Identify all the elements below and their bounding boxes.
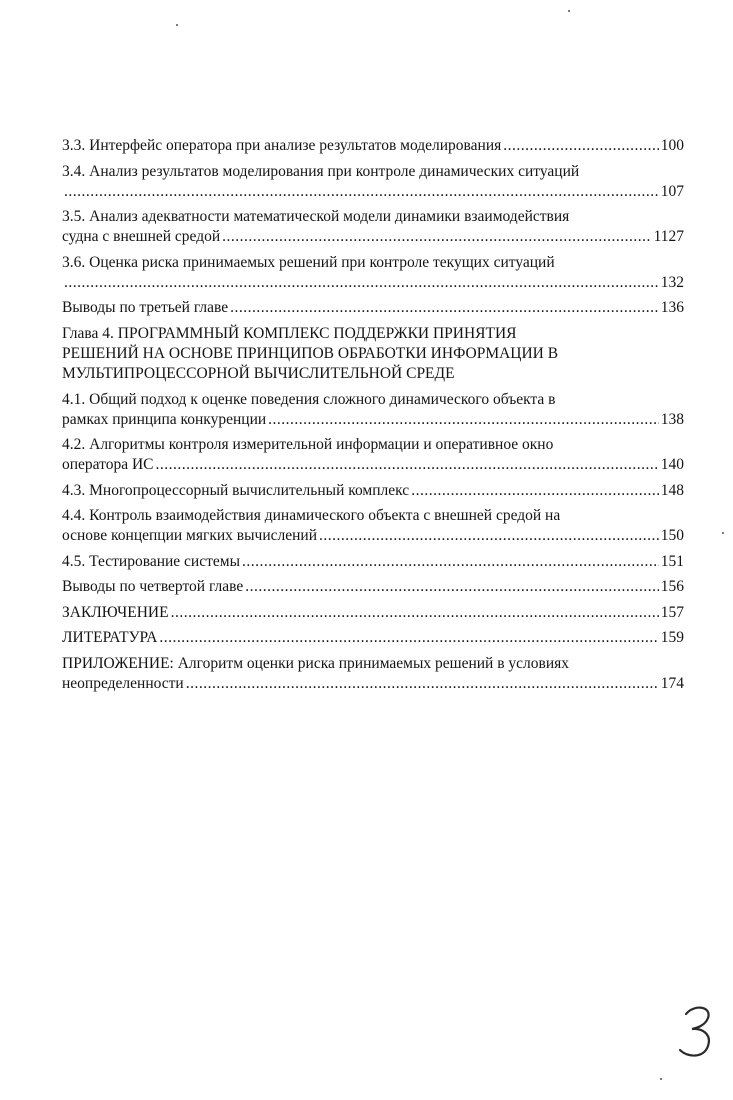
toc-entry-title-cont: неопределенности (62, 674, 184, 692)
toc-entry-title: ЗАКЛЮЧЕНИЕ (62, 603, 169, 621)
toc-entry-title: ЛИТЕРАТУРА (62, 629, 158, 646)
chapter-heading-line: Глава 4. ПРОГРАММНЫЙ КОМПЛЕКС ПОДДЕРЖКИ ПРИНЯТИЯ (62, 324, 517, 342)
toc-page-number: 157 (660, 603, 684, 621)
toc-page-number: 156 (660, 578, 684, 595)
toc-entry-title-cont: оператора ИС (62, 456, 154, 473)
toc-page-number: 140 (660, 456, 684, 473)
toc-page-number: 151 (660, 552, 684, 570)
toc-entry-4-2 (62, 435, 684, 475)
toc-entry-title: Выводы по четвертой главе (62, 578, 244, 595)
scan-speck (722, 532, 724, 534)
scan-speck (176, 24, 178, 26)
toc-entry-conclusions-3 (62, 298, 684, 318)
toc-entry-3-6 (62, 253, 684, 293)
toc-entry-3-4 (62, 162, 684, 202)
dot-leader (503, 136, 658, 156)
toc-entry-title: 3.5. Анализ адекватности математической модели динамики взаимодействия (62, 208, 570, 225)
toc-page-number: 148 (660, 481, 684, 499)
dot-leader (319, 526, 659, 546)
dot-leader (230, 298, 659, 318)
toc-entry-title-cont: судна с внешней средой (62, 228, 221, 245)
toc-entry-title: 3.4. Анализ результатов моделирования при контроле динамических ситуаций (62, 162, 580, 180)
toc-entry-title-cont: основе концепции мягких вычислений (62, 527, 318, 544)
toc-entry-3-3 (62, 136, 684, 156)
scan-speck (568, 10, 570, 12)
toc-page-number: 132 (660, 273, 684, 291)
toc-entry-title: 3.3. Интерфейс оператора при анализе результатов моделирования (62, 137, 502, 154)
toc-entry-title-cont: рамках принципа конкуренции (62, 410, 267, 428)
dot-leader (171, 603, 659, 623)
toc-entry-4-3 (62, 481, 684, 501)
dot-leader (64, 182, 659, 202)
table-of-contents (62, 136, 684, 699)
dot-leader (64, 273, 659, 293)
toc-entry-appendix (62, 654, 684, 694)
toc-entry-title: ПРИЛОЖЕНИЕ: Алгоритм оценки риска принимаемых решений в условиях (62, 654, 570, 672)
toc-page-number: 1127 (653, 228, 684, 245)
dot-leader (186, 674, 659, 694)
toc-entry-title: 4.3. Многопроцессорный вычислительный комплекс (62, 481, 410, 499)
chapter-heading-line: МУЛЬТИПРОЦЕССОРНОЙ ВЫЧИСЛИТЕЛЬНОЙ СРЕДЕ (62, 364, 455, 382)
toc-page-number: 100 (660, 137, 684, 154)
toc-page-number: 107 (660, 182, 684, 200)
dot-leader (222, 227, 651, 247)
toc-page-number: 150 (660, 527, 684, 544)
toc-entry-4-1 (62, 390, 684, 430)
chapter-4-heading (62, 324, 684, 384)
toc-entry-conclusion (62, 603, 684, 623)
dot-leader (245, 577, 659, 597)
toc-entry-title: 4.1. Общий подход к оценке поведения сложного динамического объекта в (62, 390, 556, 408)
scan-speck (660, 1078, 662, 1080)
toc-entry-title: 4.5. Тестирование системы (62, 552, 240, 570)
toc-entry-title: 3.6. Оценка риска принимаемых решений при контроле текущих ситуаций (62, 253, 555, 271)
toc-page-number: 138 (660, 410, 684, 428)
dot-leader (411, 481, 659, 501)
toc-page-number: 159 (660, 629, 684, 646)
toc-entry-conclusions-4 (62, 577, 684, 597)
dot-leader (242, 552, 659, 572)
dot-leader (156, 455, 659, 475)
toc-entry-4-4 (62, 506, 684, 546)
toc-entry-4-5 (62, 552, 684, 572)
chapter-heading-line: РЕШЕНИЙ НА ОСНОВЕ ПРИНЦИПОВ ОБРАБОТКИ ИНФОРМАЦИИ В (62, 344, 559, 362)
toc-entry-title: 4.2. Алгоритмы контроля измерительной информации и оперативное окно (62, 436, 554, 453)
dot-leader (159, 628, 658, 648)
toc-entry-title: Выводы по третьей главе (62, 299, 229, 316)
handwritten-page-number (672, 1000, 720, 1064)
toc-entry-3-5 (62, 207, 684, 247)
toc-entry-title: 4.4. Контроль взаимодействия динамического объекта с внешней средой на (62, 507, 561, 524)
toc-entry-references (62, 628, 684, 648)
dot-leader (268, 410, 659, 430)
toc-page-number: 136 (660, 299, 684, 316)
toc-page-number: 174 (660, 674, 684, 692)
